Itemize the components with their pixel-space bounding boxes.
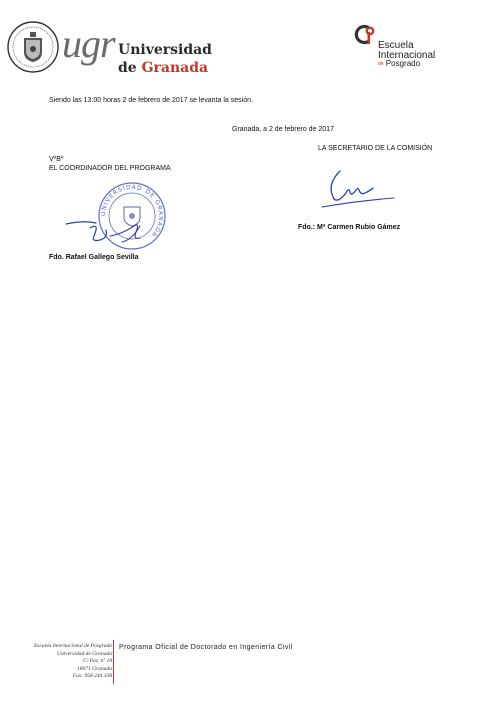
secretary-signed-name: Fdo.: Mª Carmen Rubio Gámez — [298, 224, 401, 231]
coordinator-signed-name: Fdo. Rafael Gallego Sevilla — [49, 254, 139, 261]
closing-sentence: Siendo las 13:00 horas 2 de febrero de 2017 se levanta la sesión. — [49, 97, 253, 104]
university-name-line1: Universidad — [118, 42, 212, 58]
ugr-logo-letters: ugr — [62, 21, 115, 66]
ugr-seal-icon — [6, 20, 60, 74]
secretary-signature-image — [318, 163, 398, 211]
eip-name-line3 — [378, 59, 420, 69]
footer-address-line: C/ Paz, nº 18 — [83, 658, 112, 665]
stamp-text: UNIVERSIDAD DE GRANADA — [99, 183, 165, 239]
university-name-granada: Granada — [141, 60, 209, 76]
footer-program-name: Programa Oficial de Doctorado en Ingeniería Civil — [119, 644, 293, 651]
footer-address-line: Fax: 958 244 338 — [72, 673, 112, 680]
eip-name-de: de — [378, 61, 384, 67]
university-name-de: de — [118, 60, 137, 76]
footer-divider — [113, 640, 114, 684]
footer-address-line: 18071 Granada — [77, 665, 112, 672]
coordinator-title: EL COORDINADOR DEL PROGRAMA — [49, 165, 171, 172]
footer-address-line: Universidad de Granada — [57, 650, 112, 657]
eip-name-line2: Internacional — [378, 50, 436, 61]
university-name-line2 — [118, 60, 208, 76]
place-date: Granada, a 2 de febrero de 2017 — [232, 126, 334, 133]
secretary-title: LA SECRETARIO DE LA COMISIÓN — [318, 145, 433, 152]
eip-name-posgrado: Posgrado — [385, 59, 421, 68]
eip-logo-icon — [354, 24, 376, 52]
coordinator-signature-image — [62, 208, 162, 248]
vobo-label: VºBº — [49, 156, 64, 163]
footer-address — [34, 643, 112, 681]
eip-name-line1: Escuela — [378, 40, 414, 51]
footer-address-line: Escuela Internacional de Posgrado — [33, 643, 112, 649]
